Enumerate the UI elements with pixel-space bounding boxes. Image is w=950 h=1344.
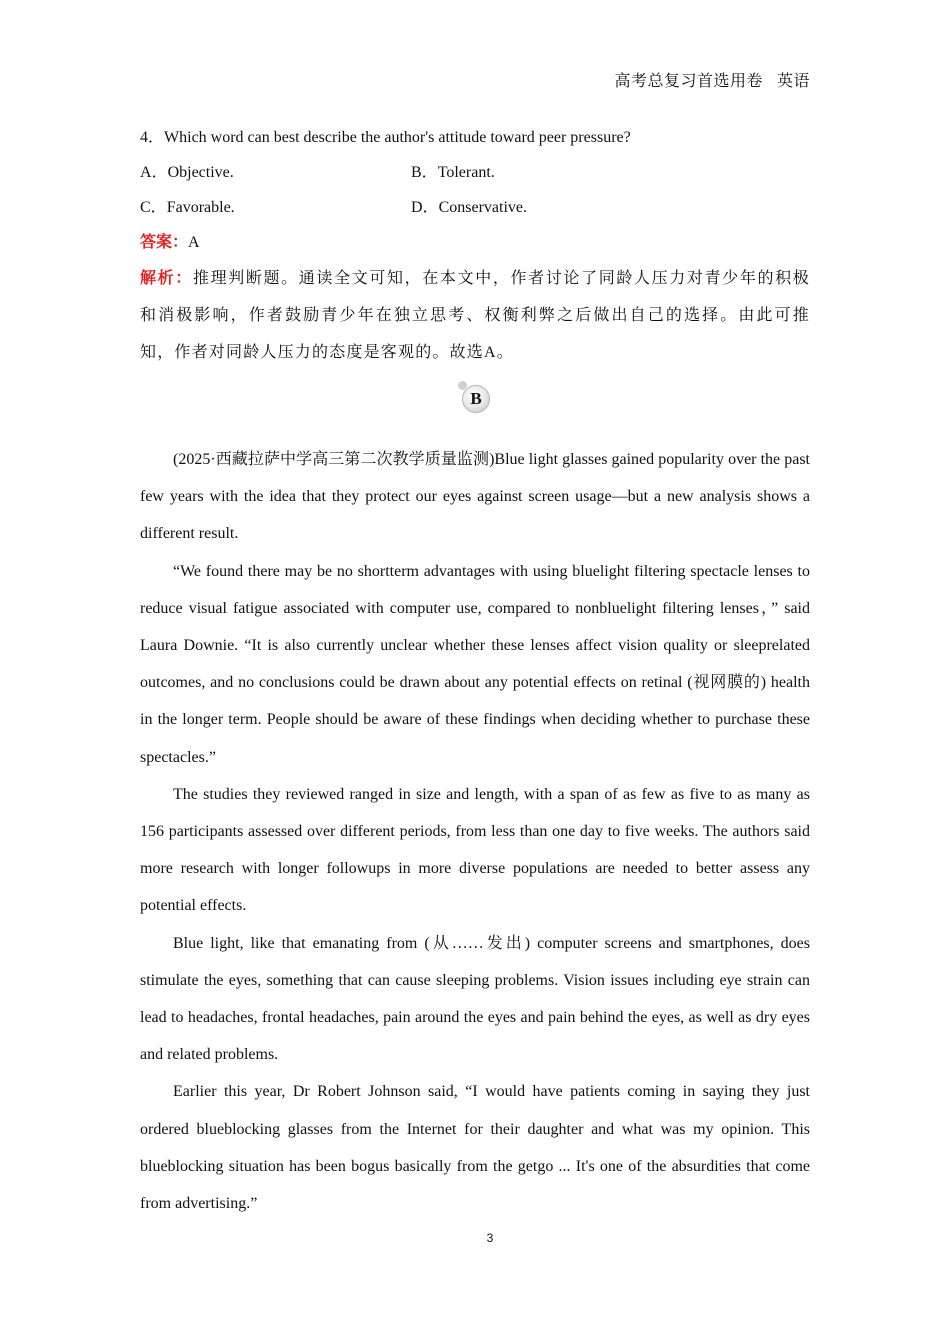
passage-paragraph-2: “We found there may be no shortterm advantages with using bluelight filtering spectacle lenses to reduce visual fatigue associated with computer use, compared to nonbluelight filtering lenses，” said Laura Downie. “It is also currently unclear whether these lenses affect vision quality or sleeprelated outcomes, and no conclusions could be drawn about any potential effects on retinal (视网膜的) health in the longer term. People should be aware of these findings when deciding whether to purchase these spectacles.”	[140, 562, 810, 766]
analysis-block	[140, 260, 810, 371]
passage-paragraph-5: Earlier this year, Dr Robert Johnson said, “I would have patients coming in saying they just ordered blueblocking glasses from the Internet for their daughter and what was my opinion. This blueblocking situation has been bogus basically from the getgo ... It's one of the absurdities that come from advertising.”	[140, 1083, 810, 1213]
book-title: 高考总复习首选用卷	[614, 73, 763, 90]
question-text: Which word can best describe the author's attitude toward peer pressure?	[164, 129, 631, 146]
question-number: 4	[140, 129, 148, 146]
section-badge: B	[462, 385, 490, 413]
answer-line	[140, 225, 810, 260]
analysis-label: 解析：	[140, 270, 193, 287]
option-row-1	[140, 155, 810, 190]
section-marker	[140, 371, 810, 429]
page-content	[140, 120, 810, 1222]
passage-paragraph-3: The studies they reviewed ranged in size and length, with a span of as few as five to as many as 156 participants assessed over different periods, from less than one day to five weeks. The authors said more research with longer followups in more diverse populations are needed to better assess any potential effects.	[140, 785, 810, 915]
answer-value: A	[188, 234, 200, 251]
subject-label: 英语	[776, 73, 810, 90]
question-stem: 4．Which word can best describe the author's attitude toward peer pressure?	[140, 129, 631, 146]
page-number: 3	[486, 1231, 494, 1245]
answer-label: 答案：	[140, 234, 189, 251]
analysis-text: 推理判断题。通读全文可知，在本文中，作者讨论了同龄人压力对青少年的积极和消极影响，作者鼓励青少年在独立思考、权衡利弊之后做出自己的选择。由此可推知，作者对同龄人压力的态度是客观的。故选A。	[140, 270, 810, 361]
option-a: A．Objective.	[140, 164, 234, 181]
passage-paragraph-1: (2025·西藏拉萨中学高三第二次教学质量监测)Blue light glasses gained popularity over the past few years with the idea that they protect our eyes against screen usage—but a new analysis shows a different result.	[140, 451, 810, 543]
option-b: B．Tolerant.	[411, 164, 495, 181]
page-header	[614, 68, 810, 91]
option-d: D．Conservative.	[411, 199, 527, 216]
option-row-2	[140, 190, 810, 225]
option-c: C．Favorable.	[140, 199, 235, 216]
passage-paragraph-4: Blue light, like that emanating from (从……发出) computer screens and smartphones, does stimulate the eyes, something that can cause sleeping problems. Vision issues including eye strain can lead to headaches, frontal headaches, pain around the eyes and pain behind the eyes, as well as dry eyes and related problems.	[140, 934, 810, 1064]
